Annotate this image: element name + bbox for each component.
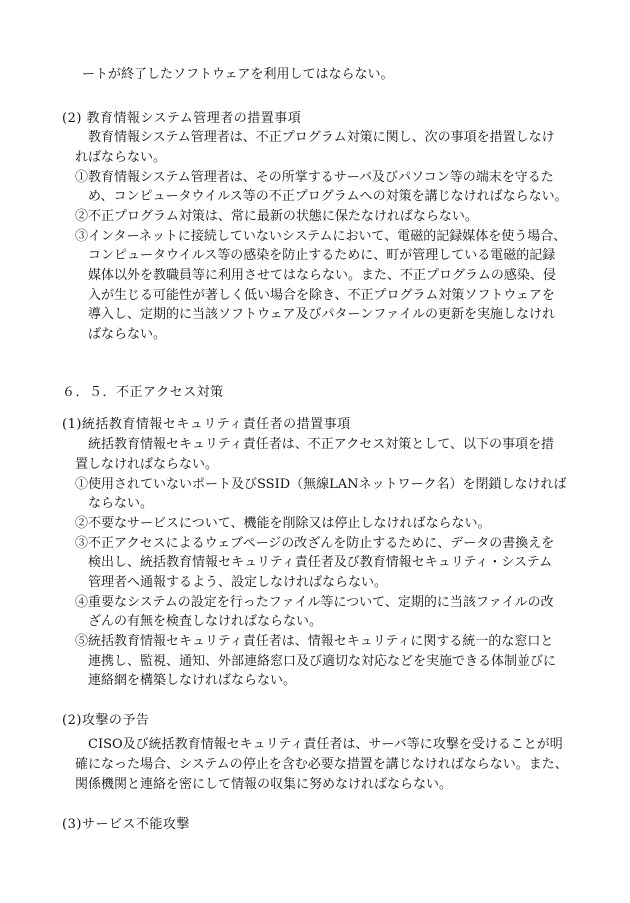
section-2-item-2: ②不正プログラム対策は、常に最新の状態に保たなければならない。 [75,209,478,224]
subsection-1-item-4-line-2: ざんの有無を検査しなければならない。 [88,614,323,629]
subsection-1-intro-line-2: 置しなければならない。 [75,457,219,472]
subsection-2-heading: (2)攻撃の予告 [62,713,150,728]
subsection-1-intro-line-1: 統括教育情報セキュリティ責任者は、不正アクセス対策として、以下の事項を措 [88,437,555,452]
section-2-item-3-line-3: 媒体以外を教職員等に利用させてはならない。また、不正プログラムの感染、侵 [88,268,556,283]
section-2-item-3-line-5: 導入し、定期的に当該ソフトウェア及びパターンファイルの更新を実施しなけれ [88,307,555,322]
subsection-1-item-3-line-2: 検出し、統括教育情報セキュリティ責任者及び教育情報セキュリティ・システム [88,555,553,570]
section-2-intro-line-1: 教育情報システム管理者は、不正プログラム対策に関し、次の事項を措置しなけ [88,130,555,145]
section-2-heading: (2) 教育情報システム管理者の措置事項 [62,111,302,126]
section-2-item-3-line-1: ③インターネットに接続していないシステムにおいて、電磁的記録媒体を使う場合、 [75,229,567,244]
subsection-1-item-5-line-3: 連絡網を構築しなければならない。 [88,673,297,688]
section-2-item-1-line-1: ①教育情報システム管理者は、その所掌するサーバ及びパソコン等の端末を守るた [75,170,554,185]
subsection-1-item-3-line-3: 管理者へ通報するよう、設定しなければならない。 [88,575,388,590]
subsection-1-heading: (1)統括教育情報セキュリティ責任者の措置事項 [62,417,351,432]
section-2-intro-line-2: ればならない。 [75,150,167,165]
section-2-item-3-line-6: ばならない。 [88,327,167,342]
subsection-1-item-1-line-1: ①使用されていないポート及びSSID（無線LANネットワーク名）を閉鎖しなければ [75,477,567,492]
section-6-5-heading: ６．５．不正アクセス対策 [62,385,224,400]
subsection-1-item-2: ②不要なサービスについて、機能を削除又は停止しなければならない。 [75,516,491,531]
subsection-1-item-4-line-1: ④重要なシステムの設定を行ったファイル等について、定期的に当該ファイルの改 [75,595,554,610]
subsection-2-paragraph-line-2: 確になった場合、システムの停止を含む必要な措置を講じなければならない。また、 [75,757,568,772]
subsection-1-item-3-line-1: ③不正アクセスによるウェブページの改ざんを防止するために、データの書換えを [75,536,555,551]
subsection-2-paragraph-line-1: CISO及び統括教育情報セキュリティ責任者は、サーバ等に攻撃を受けることが明 [88,737,563,752]
section-2-item-3-line-2: コンピュータウイルス等の感染を防止するために、町が管理している電磁的記録 [88,248,556,263]
section-2-item-3-line-4: 入が生じる可能性が著しく低い場合を除き、不正プログラム対策ソフトウェアを [88,288,555,303]
section-2-item-1-line-2: め、コンピュータウイルス等の不正プログラムへの対策を講じなければならない。 [88,189,568,204]
subsection-1-item-1-line-2: ならない。 [88,496,154,511]
subsection-3-heading: (3)サービス不能攻撃 [62,817,190,832]
subsection-1-item-5-line-1: ⑤統括教育情報セキュリティ責任者は、情報セキュリティに関する統一的な窓口と [75,634,554,649]
continuation-text: ートが終了したソフトウェアを利用してはならない。 [82,67,394,82]
subsection-2-paragraph-line-3: 関係機関と連絡を密にして情報の収集に努めなければならない。 [75,777,453,792]
subsection-1-item-5-line-2: 連携し、監視、通知、外部連絡窓口及び適切な対応などを実施できる体制並びに [88,654,557,669]
